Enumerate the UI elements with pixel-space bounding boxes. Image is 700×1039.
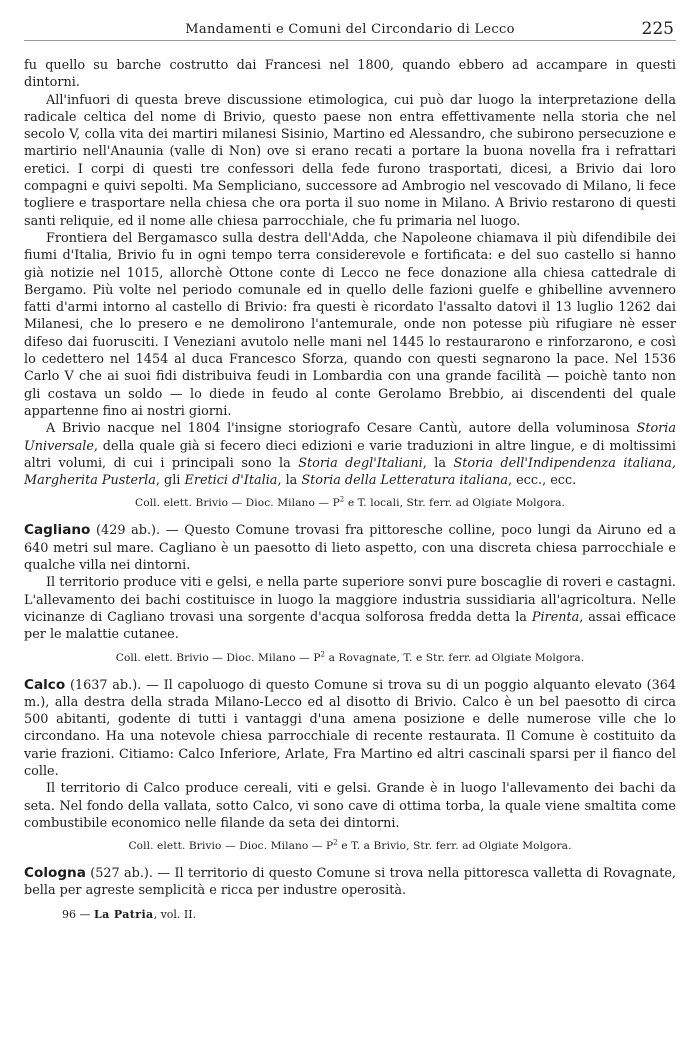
volume-label: , vol. II. [153,907,197,921]
cagliano-heading: Cagliano [24,522,91,539]
brivio-paragraph-1: fu quello su barche costrutto dai Francesi nel 1800, quando ebbero ad accampare in questi dintorni. [24,58,676,91]
page [24,0,676,921]
brivio-paragraph-3: Frontiera del Bergamasco sulla destra dell'Adda, che Napoleone chiamava il più difendibile dei fiumi d'Italia, Brivio fu in ogni tempo terra considerevole e fortificata: e del suo castello si hanno già notizie nel 1015, allorchè Ottone conte di Lecco ne fece donazione alla chiesa cattedrale di Bergamo. Più volte nel periodo comunale ed in quello delle fazioni guelfe e ghibelline avvennero fatti d'armi intorno al castello di Brivio: fra questi è ricordato l'assalto datovi il 13 luglio 1262 dai Milanesi, che lo presero e ne demolirono l'antemurale, onde non potesse più rifugiare nè esser difeso dai fuorusciti. I Veneziani avutolo nelle mani nel 1445 lo restaurarono e rinforzarono, e così lo cedettero nel 1454 al duca Francesco Sforza, quando con questi segnarono la pace. Nel 1536 Carlo V che ai suoi fidi distribuiva feudi in Lombardia con una grande facilità — poichè tanto non gli costava un soldo — lo diede in feudo al conte Gerolamo Brebbio, ai discendenti del quale appartenne fino ai nostri giorni. [24,230,676,419]
brivio-paragraph-2: All'infuori di questa breve discussione etimologica, cui può dar luogo la interpretazione della radicale celtica del nome di Brivio, questo paese non entra effettivamente nella storia che nel secolo V, colla vita dei martiri milanesi Sisinio, Martino ed Alessandro, che subirono persecuzione e martirio nell'Anaunia (valle di Non) ove si erano recati a portare la buona novella fra i refrattari eretici. I corpi di questi tre confessori della fede furono trasportati, dicesi, a Brivio dai loro compagni e quivi sepolti. Ma Sempliciano, successore ad Ambrogio nel vescovado di Milano, li fece togliere e trasportare nella chiesa che ora porta il suo nome in Milano. A Brivio restarono di questi santi reliquie, ed il nome alle chiesa parrocchiale, che fu primaria nel luogo. [24,92,676,229]
cologna-entry: Cologna (527 ab.). — Il territorio di questo Comune si trova nella pittoresca valletta di Rovagnate, bella per agreste semplicità e ricca per industre operosità. [24,865,676,899]
brivio-paragraph-4: A Brivio nacque nel 1804 l'insigne storiografo Cesare Cantù, autore della voluminosa Storia Universale, della quale già si fecero dieci edizioni e varie traduzioni in altre lingue, e di moltissimi altri volumi, di cui i principali sono la Storia degl'Italiani, la Storia dell'Indipendenza italiana, Margherita Pusterla, gli Eretici d'Italia, la Storia della Letteratura italiana, ecc., ecc. [24,421,676,489]
calco-paragraph-2: Il territorio di Calco produce cereali, viti e gelsi. Grande è in luogo l'allevamento dei bachi da seta. Nel fondo della vallata, sotto Calco, vi sono cave di ottima torba, la quale viene smaltita come combustibile economico nelle filande da seta dei dintorni. [24,781,676,831]
cagliano-paragraph-2: Il territorio produce viti e gelsi, e nella parte superiore sonvi pure boscaglie di roveri e castagni. L'allevamento dei bachi costituisce in luogo la maggiore industria sussidiaria all'agricoltura. Nelle vicinanze di Cagliano trovasi una sorgente d'acqua solforosa fredda detta la Pirenta, assai efficace per le malattie cutanee. [24,575,677,643]
page-footer [24,908,676,921]
page-body [24,57,676,900]
sheet-number: 96 — [62,907,94,921]
calco-entry: Calco (1637 ab.). — Il capoluogo di questo Comune si trova su di un poggio alquanto elevato (364 m.), alla destra della strada Milano-Lecco ed al disotto di Brivio. Calco è un bel paesotto di circa 500 abitanti, godente di tutti i vantaggi d'una amena posizione e delle numerose ville che lo circondano. Ha una notevole chiesa parrocchiale di recente restaurata. Il Comune è costituito da varie frazioni. Citiamo: Calco Inferiore, Arlate, Fra Martino ed altri cascinali sparsi per il fianco del colle. [24,676,677,779]
page-number: 225 [641,19,674,39]
cagliano-admin-note: Coll. elett. Brivio — Dioc. Milano — $P^2$ a Rovagnate, T. e Str. ferr. ad Olgiate Molgora. [115,649,585,664]
calco-heading: Calco [24,676,66,693]
cagliano-entry: Cagliano (429 ab.). — Questo Comune trovasi fra pittoresche colline, poco lungi da Airuno ed a 640 metri sul mare. Cagliano è un paesotto di lieto aspetto, con una discreta chiesa parrocchiale e qualche villa nei dintorni. [24,522,676,574]
page-header [24,0,676,41]
brivio-admin-note: Coll. elett. Brivio — Dioc. Milano — $P^2$ e T. locali, Str. ferr. ad Olgiate Molgora. [134,495,566,510]
running-title: Mandamenti e Comuni del Circondario di Lecco [185,22,515,37]
cologna-heading: Cologna [24,865,86,882]
series-title: La Patria [94,907,154,921]
calco-admin-note: Coll. elett. Brivio — Dioc. Milano — $P^2$ e T. a Brivio, Str. ferr. ad Olgiate Molgora. [128,838,572,853]
